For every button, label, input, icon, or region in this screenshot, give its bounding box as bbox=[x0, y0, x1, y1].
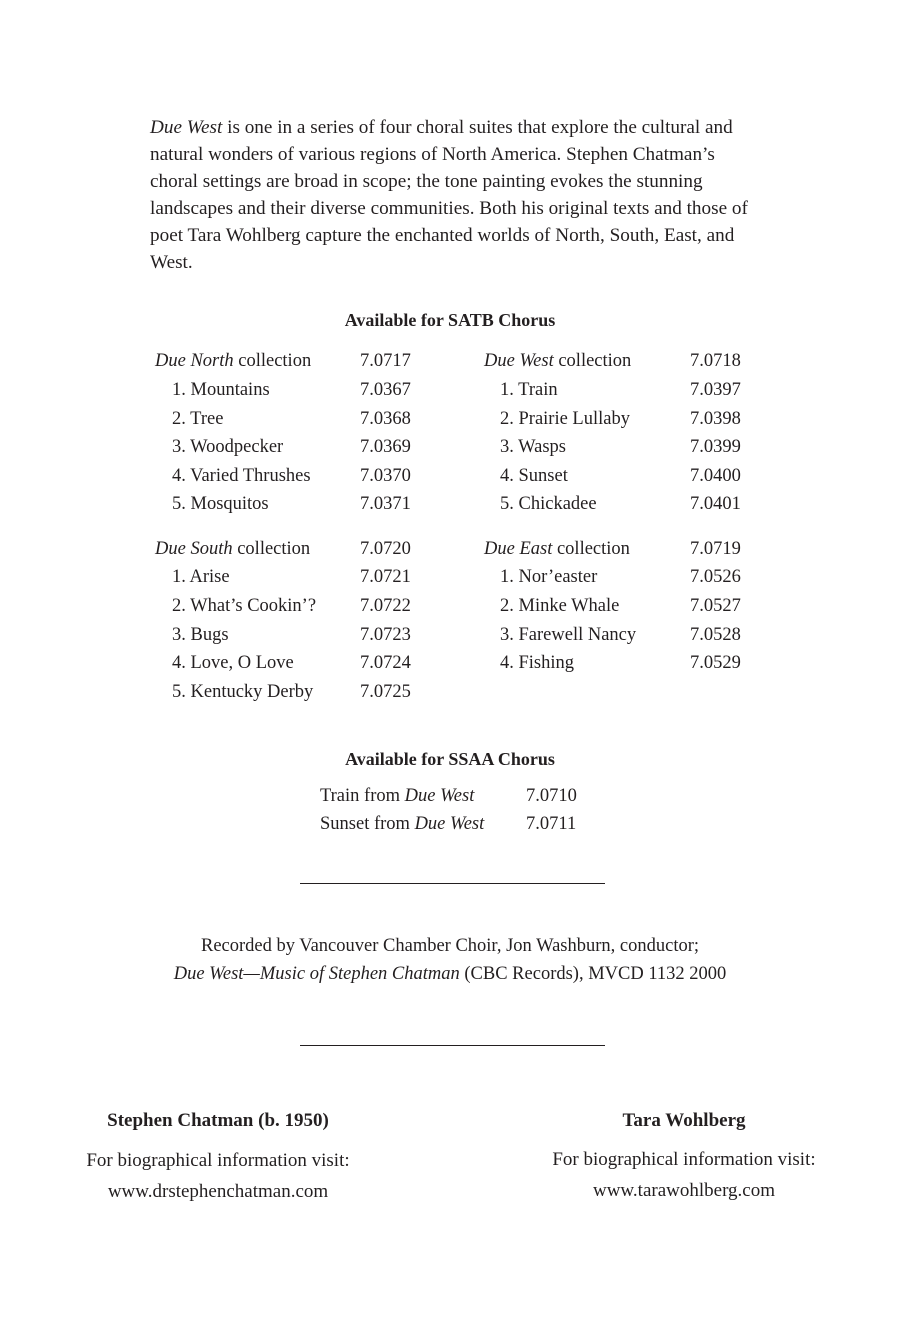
bio-name: Tara Wohlberg bbox=[622, 1110, 746, 1131]
list-item: 1. Nor’easter bbox=[500, 567, 598, 587]
item-code: 7.0711 bbox=[526, 814, 577, 834]
item-code: 7.0722 bbox=[360, 596, 411, 616]
item-code: 7.0721 bbox=[360, 567, 411, 587]
list-item: 1. Train bbox=[500, 380, 558, 400]
item-code: 7.0527 bbox=[690, 596, 741, 616]
list-item: Sunset from Due West bbox=[320, 814, 485, 834]
bio-name: Stephen Chatman (b. 1950) bbox=[107, 1110, 329, 1131]
recording-line-1: Recorded by Vancouver Chamber Choir, Jon Washburn, conductor; bbox=[200, 936, 700, 956]
satb-heading: Available for SATB Chorus bbox=[344, 310, 556, 330]
list-item: 5. Mosquitos bbox=[172, 494, 269, 514]
bio-text: For biographical information visit: bbox=[86, 1150, 350, 1171]
collection-code: 7.0718 bbox=[690, 351, 741, 371]
collection-title: Due North collection bbox=[155, 351, 312, 371]
list-item: 4. Varied Thrushes bbox=[172, 466, 311, 486]
intro-text: is one in a series of four choral suites that explore the cultural and natural wonders of various regions of North America. Stephen Chatman’s choral settings are broad in scope; the tone painting evokes the stunning landscapes and their diverse communities. Both his original texts and those of poet Tara Wohlberg capture the enchanted worlds of North, South, East, and West. bbox=[150, 117, 748, 273]
divider bbox=[300, 1045, 605, 1046]
intro-title: Due West bbox=[150, 117, 223, 138]
list-item: 2. Tree bbox=[172, 409, 224, 429]
collection-title: Due South collection bbox=[155, 539, 311, 559]
list-item: Train from Due West bbox=[320, 786, 475, 806]
list-item: 1. Arise bbox=[172, 567, 230, 587]
item-code: 7.0371 bbox=[360, 494, 411, 514]
collection-code: 7.0719 bbox=[690, 539, 741, 559]
collection-code: 7.0720 bbox=[360, 539, 411, 559]
item-code: 7.0369 bbox=[360, 437, 411, 457]
list-item: 1. Mountains bbox=[172, 380, 270, 400]
intro-paragraph bbox=[150, 114, 760, 276]
item-code: 7.0710 bbox=[526, 786, 577, 806]
item-code: 7.0400 bbox=[690, 466, 741, 486]
item-code: 7.0724 bbox=[360, 653, 411, 673]
list-item: 4. Fishing bbox=[500, 653, 575, 673]
item-code: 7.0398 bbox=[690, 409, 741, 429]
item-code: 7.0368 bbox=[360, 409, 411, 429]
list-item: 2. Minke Whale bbox=[500, 596, 620, 616]
ssaa-heading: Available for SSAA Chorus bbox=[345, 749, 555, 769]
item-code: 7.0725 bbox=[360, 682, 411, 702]
list-item: 3. Woodpecker bbox=[172, 437, 284, 457]
item-code: 7.0370 bbox=[360, 466, 411, 486]
item-code: 7.0401 bbox=[690, 494, 741, 514]
item-code: 7.0723 bbox=[360, 625, 411, 645]
list-item: 4. Love, O Love bbox=[172, 653, 294, 673]
list-item: 5. Kentucky Derby bbox=[172, 682, 314, 702]
bio-url: www.tarawohlberg.com bbox=[592, 1180, 776, 1201]
bio-url: www.drstephenchatman.com bbox=[107, 1181, 329, 1202]
list-item: 3. Wasps bbox=[500, 437, 567, 457]
recording-line-2: Due West—Music of Stephen Chatman (CBC Records), MVCD 1132 2000 bbox=[173, 964, 727, 984]
list-item: 2. What’s Cookin’? bbox=[172, 596, 317, 616]
bio-text: For biographical information visit: bbox=[552, 1149, 816, 1170]
item-code: 7.0397 bbox=[690, 380, 741, 400]
item-code: 7.0526 bbox=[690, 567, 741, 587]
item-code: 7.0399 bbox=[690, 437, 741, 457]
item-code: 7.0528 bbox=[690, 625, 741, 645]
collection-code: 7.0717 bbox=[360, 351, 411, 371]
item-code: 7.0367 bbox=[360, 380, 411, 400]
list-item: 3. Bugs bbox=[172, 625, 229, 645]
list-item: 4. Sunset bbox=[500, 466, 568, 486]
collection-title: Due West collection bbox=[484, 351, 632, 371]
divider bbox=[300, 883, 605, 884]
list-item: 3. Farewell Nancy bbox=[500, 625, 637, 645]
list-item: 2. Prairie Lullaby bbox=[500, 409, 630, 429]
item-code: 7.0529 bbox=[690, 653, 741, 673]
list-item: 5. Chickadee bbox=[500, 494, 597, 514]
collection-title: Due East collection bbox=[484, 539, 630, 559]
